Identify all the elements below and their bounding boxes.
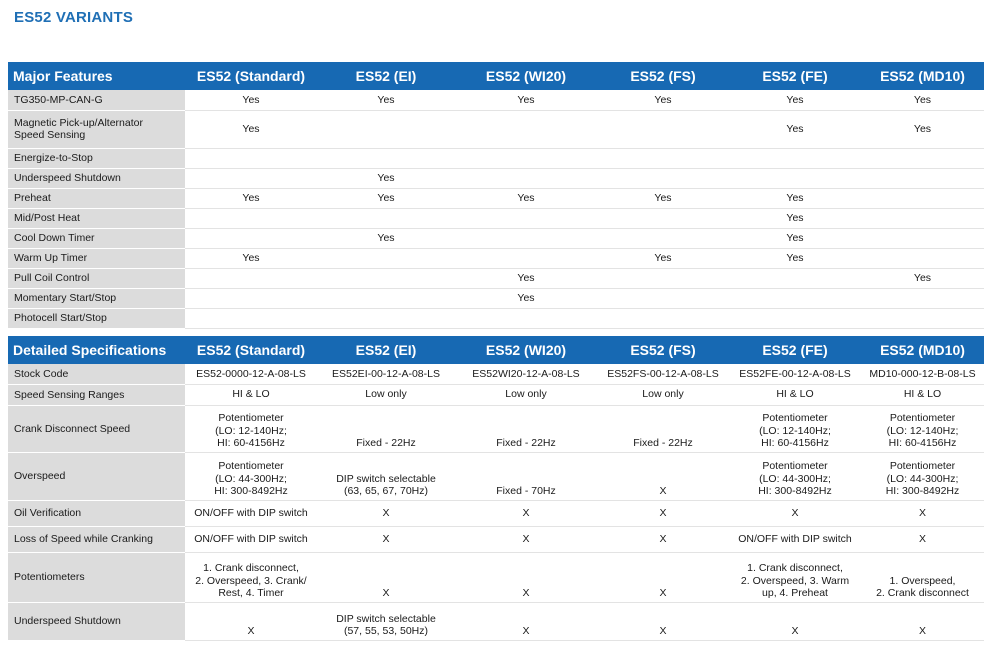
detailed-specifications-header: Detailed Specifications [8,336,185,364]
spec-row [8,405,984,452]
feature-cell [185,268,317,288]
spec-row-label: Overspeed [8,452,185,500]
spec-cell: X [861,602,984,640]
feature-cell [861,288,984,308]
feature-cell: Yes [729,228,861,248]
spec-cell: X [597,452,729,500]
feature-cell: Yes [597,188,729,208]
spec-cell: ES52FE-00-12-A-08-LS [729,364,861,384]
spec-cell: HI & LO [861,384,984,405]
feature-cell: Yes [729,248,861,268]
feature-cell: Yes [317,228,455,248]
feature-cell: Yes [455,188,597,208]
spec-row-label: Oil Verification [8,500,185,526]
feature-cell: Yes [455,90,597,110]
column-header: ES52 (FS) [597,336,729,364]
feature-row-label: Underspeed Shutdown [8,168,185,188]
spec-cell: ES52EI-00-12-A-08-LS [317,364,455,384]
feature-cell: Yes [317,90,455,110]
feature-cell [185,148,317,168]
spec-cell: X [861,500,984,526]
feature-cell: Yes [729,110,861,148]
feature-cell [597,228,729,248]
spec-row-label: Speed Sensing Ranges [8,384,185,405]
spec-cell: X [597,500,729,526]
major-features-header: Major Features [8,62,185,90]
feature-row-label: Momentary Start/Stop [8,288,185,308]
feature-cell [455,248,597,268]
spec-cell: X [729,500,861,526]
feature-cell [185,168,317,188]
column-header: ES52 (FE) [729,336,861,364]
column-header: ES52 (EI) [317,62,455,90]
feature-row [8,148,984,168]
spec-cell: X [597,526,729,552]
feature-cell [317,148,455,168]
column-header: ES52 (MD10) [861,62,984,90]
feature-cell: Yes [729,90,861,110]
spec-cell: Fixed - 22Hz [455,405,597,452]
feature-cell: Yes [185,90,317,110]
spec-row-label: Underspeed Shutdown [8,602,185,640]
spec-cell: DIP switch selectable (57, 55, 53, 50Hz) [317,602,455,640]
feature-cell: Yes [185,110,317,148]
spec-cell: ES52FS-00-12-A-08-LS [597,364,729,384]
feature-cell: Yes [861,90,984,110]
spec-cell: Low only [597,384,729,405]
spec-cell: Fixed - 22Hz [597,405,729,452]
feature-cell [597,148,729,168]
feature-cell [861,168,984,188]
feature-row-label: TG350-MP-CAN-G [8,90,185,110]
column-header: ES52 (MD10) [861,336,984,364]
feature-cell [455,308,597,328]
feature-cell [597,208,729,228]
spec-cell: ON/OFF with DIP switch [185,526,317,552]
spec-row-label: Crank Disconnect Speed [8,405,185,452]
spec-cell: MD10-000-12-B-08-LS [861,364,984,384]
column-header: ES52 (EI) [317,336,455,364]
feature-row-label: Pull Coil Control [8,268,185,288]
feature-cell [597,110,729,148]
spec-cell: Potentiometer (LO: 12-140Hz; HI: 60-4156Hz [729,405,861,452]
feature-row [8,228,984,248]
spec-cell: X [317,526,455,552]
feature-row [8,248,984,268]
spec-cell: 1. Crank disconnect, 2. Overspeed, 3. Crank/ Rest, 4. Timer [185,552,317,602]
feature-cell [455,168,597,188]
spec-cell: X [317,500,455,526]
spec-row-label: Potentiometers [8,552,185,602]
spec-cell: X [861,526,984,552]
column-header: ES52 (FS) [597,62,729,90]
feature-row-label: Photocell Start/Stop [8,308,185,328]
spec-cell: 1. Crank disconnect, 2. Overspeed, 3. Warm up, 4. Preheat [729,552,861,602]
spec-cell: Potentiometer (LO: 44-300Hz; HI: 300-8492Hz [861,452,984,500]
feature-cell [729,148,861,168]
spec-cell: ES52WI20-12-A-08-LS [455,364,597,384]
feature-row-label: Energize-to-Stop [8,148,185,168]
feature-cell [861,308,984,328]
spec-row [8,526,984,552]
column-header: ES52 (FE) [729,62,861,90]
feature-cell [861,148,984,168]
feature-cell: Yes [185,248,317,268]
feature-cell [455,208,597,228]
feature-cell [729,268,861,288]
feature-row [8,110,984,148]
feature-cell [597,288,729,308]
feature-row [8,268,984,288]
spec-cell: Potentiometer (LO: 44-300Hz; HI: 300-8492Hz [185,452,317,500]
feature-cell [597,308,729,328]
spec-cell: X [185,602,317,640]
feature-row-label: Preheat [8,188,185,208]
spec-row-label: Stock Code [8,364,185,384]
feature-row-label: Magnetic Pick-up/Alternator Speed Sensing [8,110,185,148]
feature-cell [861,188,984,208]
spec-cell: Low only [317,384,455,405]
feature-cell: Yes [185,188,317,208]
feature-cell: Yes [317,168,455,188]
spec-cell: X [597,552,729,602]
feature-cell: Yes [729,188,861,208]
feature-cell [185,308,317,328]
spec-row [8,500,984,526]
feature-cell [455,148,597,168]
feature-cell [185,288,317,308]
major-features-table [8,62,984,329]
feature-cell [597,268,729,288]
feature-cell: Yes [317,188,455,208]
feature-cell [455,228,597,248]
feature-row-label: Mid/Post Heat [8,208,185,228]
spec-cell: HI & LO [185,384,317,405]
feature-row-label: Warm Up Timer [8,248,185,268]
feature-cell [317,288,455,308]
feature-row [8,90,984,110]
spec-cell: X [455,500,597,526]
spec-cell: Potentiometer (LO: 44-300Hz; HI: 300-8492Hz [729,452,861,500]
spec-row-label: Loss of Speed while Cranking [8,526,185,552]
feature-cell: Yes [455,288,597,308]
spec-cell: ON/OFF with DIP switch [729,526,861,552]
column-header: ES52 (WI20) [455,336,597,364]
detailed-specifications-header-row [8,336,984,364]
major-features-header-row [8,62,984,90]
feature-cell [317,308,455,328]
column-header: ES52 (WI20) [455,62,597,90]
feature-cell [861,228,984,248]
feature-row [8,168,984,188]
spec-cell: X [597,602,729,640]
spec-row [8,384,984,405]
feature-cell: Yes [861,110,984,148]
spec-row [8,452,984,500]
feature-cell [317,110,455,148]
spec-cell: Potentiometer (LO: 12-140Hz; HI: 60-4156Hz [861,405,984,452]
feature-row [8,288,984,308]
column-header: ES52 (Standard) [185,62,317,90]
feature-cell [317,248,455,268]
spec-cell: ES52-0000-12-A-08-LS [185,364,317,384]
detailed-specifications-table [8,336,984,641]
spec-cell: X [729,602,861,640]
feature-cell [597,168,729,188]
spec-row [8,602,984,640]
feature-row [8,188,984,208]
spec-cell: Potentiometer (LO: 12-140Hz; HI: 60-4156Hz [185,405,317,452]
feature-cell [185,208,317,228]
feature-cell [729,308,861,328]
column-header: ES52 (Standard) [185,336,317,364]
feature-cell: Yes [597,90,729,110]
spec-cell: Low only [455,384,597,405]
feature-cell [729,168,861,188]
spec-row [8,364,984,384]
feature-cell [729,288,861,308]
spec-cell: X [455,526,597,552]
feature-cell [861,208,984,228]
page-title: ES52 VARIANTS [14,9,134,26]
feature-row [8,208,984,228]
feature-cell [317,208,455,228]
feature-cell [861,248,984,268]
spec-cell: X [317,552,455,602]
feature-row [8,308,984,328]
spec-cell: ON/OFF with DIP switch [185,500,317,526]
feature-cell: Yes [861,268,984,288]
feature-cell [185,228,317,248]
spec-row [8,552,984,602]
feature-cell [317,268,455,288]
spec-cell: X [455,602,597,640]
feature-cell: Yes [729,208,861,228]
spec-cell: X [455,552,597,602]
feature-cell: Yes [597,248,729,268]
spec-cell: Fixed - 22Hz [317,405,455,452]
feature-cell [455,110,597,148]
feature-cell: Yes [455,268,597,288]
feature-row-label: Cool Down Timer [8,228,185,248]
spec-cell: 1. Overspeed, 2. Crank disconnect [861,552,984,602]
spec-cell: DIP switch selectable (63, 65, 67, 70Hz) [317,452,455,500]
spec-cell: HI & LO [729,384,861,405]
spec-cell: Fixed - 70Hz [455,452,597,500]
